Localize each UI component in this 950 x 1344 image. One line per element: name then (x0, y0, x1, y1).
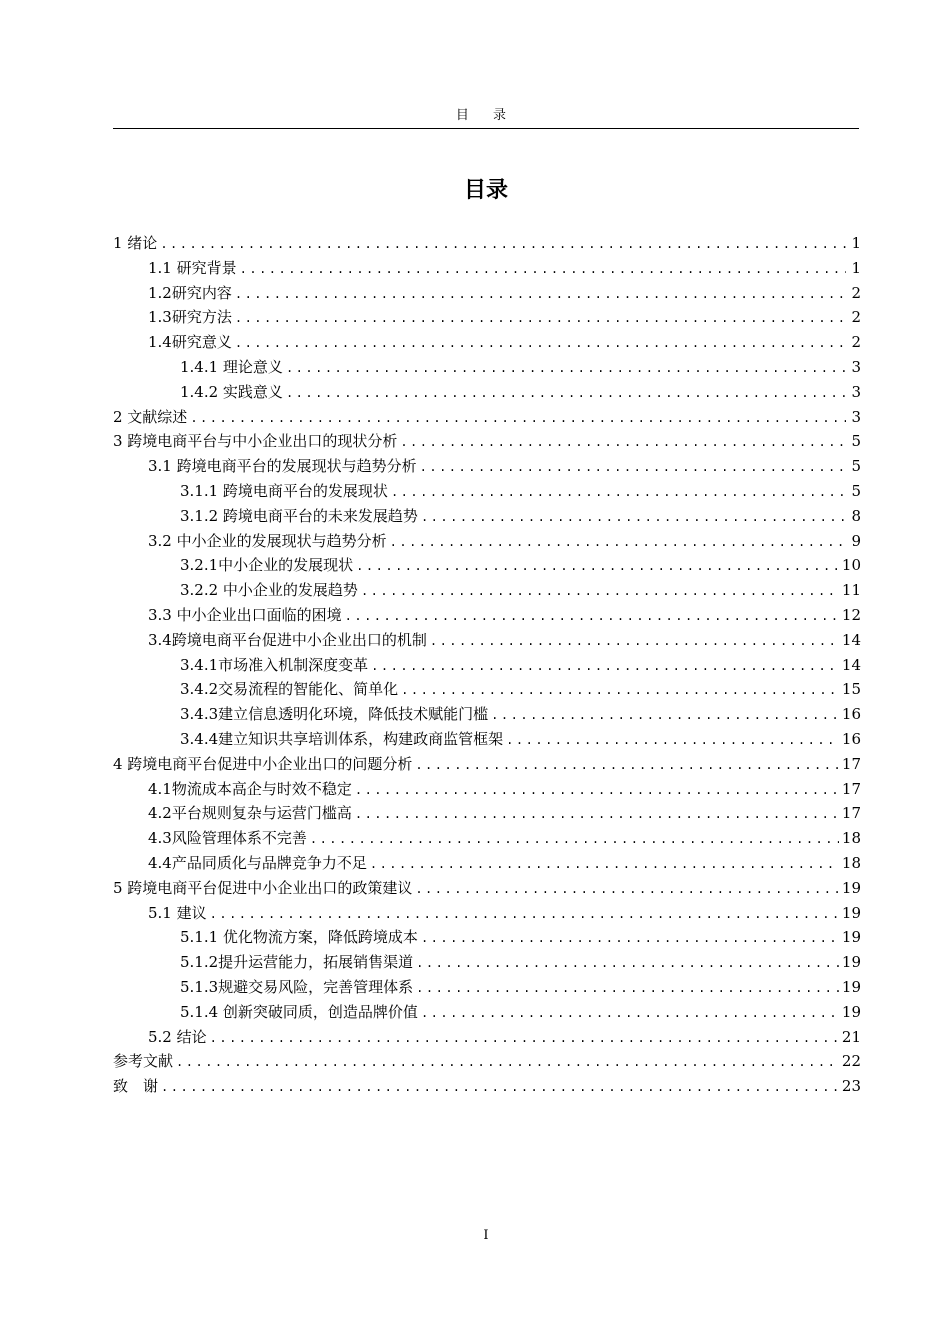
toc-dot-leader (355, 802, 839, 827)
toc-entry-page: 5 (851, 481, 861, 500)
toc-entry-page: 14 (841, 655, 861, 674)
toc-entry-label: 5.1 建议 (148, 903, 207, 922)
toc-dot-leader (491, 703, 839, 728)
toc-dot-leader (420, 455, 846, 480)
toc-entry-page: 8 (851, 506, 861, 525)
toc-entry-page: 17 (841, 754, 861, 773)
toc-entry[interactable] (113, 677, 861, 702)
toc-dot-leader (210, 902, 839, 927)
toc-entry[interactable] (113, 1025, 861, 1050)
toc-entry[interactable] (113, 405, 861, 430)
toc-entry-page: 2 (851, 308, 861, 327)
toc-entry[interactable] (113, 1074, 861, 1099)
toc-entry[interactable] (113, 578, 861, 603)
toc-entry[interactable] (113, 876, 861, 901)
toc-entry-label: 3.3 中小企业出口面临的困境 (148, 605, 342, 624)
toc-dot-leader (400, 430, 846, 455)
toc-entry-label: 4.4产品同质化与品牌竞争力不足 (148, 853, 367, 872)
toc-entry-label: 3 跨境电商平台与中小企业出口的现状分析 (113, 432, 398, 451)
toc-entry-label: 4 跨境电商平台促进中小企业出口的问题分析 (113, 754, 413, 773)
toc-entry-label: 5.1.3规避交易风险，完善管理体系 (180, 977, 414, 996)
toc-dot-leader (235, 331, 846, 356)
toc-dot-leader (176, 1050, 839, 1075)
toc-entry-page: 5 (851, 432, 861, 451)
toc-entry-page: 2 (851, 333, 861, 352)
toc-list (113, 231, 861, 1099)
toc-dot-leader (391, 480, 846, 505)
toc-dot-leader (370, 852, 839, 877)
toc-entry[interactable] (113, 752, 861, 777)
toc-entry-label: 4.3风险管理体系不完善 (148, 829, 307, 848)
toc-dot-leader (421, 505, 846, 530)
toc-entry[interactable] (113, 305, 861, 330)
toc-entry-label: 5.1.1 优化物流方案，降低跨境成本 (180, 928, 418, 947)
toc-entry[interactable] (113, 1000, 861, 1025)
toc-entry-label: 4.1物流成本高企与时效不稳定 (148, 779, 352, 798)
toc-entry[interactable] (113, 727, 861, 752)
toc-entry[interactable] (113, 429, 861, 454)
toc-entry-page: 1 (851, 234, 861, 252)
toc-entry-page: 3 (851, 357, 861, 376)
toc-entry[interactable] (113, 975, 861, 1000)
toc-entry-label: 3.4.1市场准入机制深度变革 (180, 655, 369, 674)
toc-entry-page: 12 (841, 605, 861, 624)
toc-entry-page: 3 (851, 382, 861, 401)
toc-entry-label: 5 跨境电商平台促进中小企业出口的政策建议 (113, 878, 413, 897)
toc-entry-label: 2 文献综述 (113, 407, 188, 426)
toc-entry-label: 参考文献 (113, 1052, 174, 1071)
toc-dot-leader (506, 728, 839, 753)
toc-dot-leader (371, 654, 839, 679)
toc-entry-label: 1.4.2 实践意义 (180, 382, 283, 401)
toc-entry-label: 1.2研究内容 (148, 283, 232, 302)
toc-entry-page: 16 (841, 705, 861, 724)
toc-entry-label: 5.1.2提升运营能力，拓展销售渠道 (180, 953, 414, 972)
running-header: 目 录 (455, 108, 517, 123)
toc-entry[interactable] (113, 504, 861, 529)
toc-entry-label: 3.1 跨境电商平台的发展现状与趋势分析 (148, 457, 417, 476)
toc-entry[interactable] (113, 1049, 861, 1074)
toc-entry-page: 19 (841, 953, 861, 972)
toc-dot-leader (390, 530, 846, 555)
toc-entry-label: 1.4研究意义 (148, 333, 232, 352)
toc-dot-leader (415, 877, 839, 902)
toc-entry-label: 3.4.2交易流程的智能化、简单化 (180, 680, 399, 699)
toc-entry[interactable] (113, 901, 861, 926)
toc-entry-page: 2 (851, 283, 861, 302)
toc-entry[interactable] (113, 479, 861, 504)
toc-entry-page: 21 (841, 1027, 861, 1046)
toc-entry-label: 3.2.1中小企业的发展现状 (180, 556, 354, 575)
toc-entry[interactable] (113, 529, 861, 554)
toc-entry[interactable] (113, 801, 861, 826)
toc-dot-leader (356, 554, 839, 579)
toc-dot-leader (421, 1001, 839, 1026)
toc-dot-leader (235, 306, 846, 331)
toc-dot-leader (416, 951, 839, 976)
toc-dot-leader (401, 678, 839, 703)
toc-entry[interactable] (113, 851, 861, 876)
toc-entry[interactable] (113, 256, 861, 281)
toc-entry-label: 3.4跨境电商平台促进中小企业出口的机制 (148, 630, 427, 649)
toc-entry-page: 16 (841, 729, 861, 748)
toc-entry[interactable] (113, 231, 861, 256)
toc-entry-page: 11 (841, 581, 861, 600)
toc-title: 目录 (463, 178, 508, 203)
toc-entry-label: 3.2.2 中小企业的发展趋势 (180, 581, 358, 600)
toc-entry-label: 5.1.4 创新突破同质，创造品牌价值 (180, 1002, 418, 1021)
toc-entry-label: 3.4.4建立知识共享培训体系，构建政商监管框架 (180, 729, 504, 748)
toc-entry-page: 9 (851, 531, 861, 550)
toc-entry-label: 4.2平台规则复杂与运营门槛高 (148, 804, 352, 823)
toc-entry[interactable] (113, 380, 861, 405)
toc-entry-label: 1.4.1 理论意义 (180, 357, 283, 376)
toc-entry[interactable] (113, 628, 861, 653)
toc-entry-page: 22 (841, 1052, 861, 1071)
toc-entry[interactable] (113, 925, 861, 950)
toc-dot-leader (161, 1075, 839, 1100)
toc-entry-page: 19 (841, 878, 861, 897)
toc-dot-leader (416, 976, 839, 1001)
toc-entry-label: 3.4.3建立信息透明化环境，降低技术赋能门槛 (180, 705, 489, 724)
toc-entry[interactable] (113, 653, 861, 678)
toc-dot-leader (415, 753, 839, 778)
toc-dot-leader (160, 232, 846, 257)
toc-entry-label: 致 谢 (113, 1077, 159, 1096)
toc-entry-label: 1 绪论 (113, 234, 158, 252)
toc-dot-leader (190, 406, 846, 431)
toc-entry-page: 15 (841, 680, 861, 699)
toc-entry-label: 5.2 结论 (148, 1027, 207, 1046)
toc-entry-page: 1 (851, 258, 861, 277)
toc-dot-leader (430, 629, 839, 654)
toc-dot-leader (210, 1026, 839, 1051)
toc-dot-leader (240, 257, 846, 282)
toc-entry-page: 3 (851, 407, 861, 426)
toc-entry-page: 23 (841, 1077, 861, 1096)
toc-dot-leader (286, 381, 846, 406)
toc-entry-page: 19 (841, 1002, 861, 1021)
toc-entry-label: 3.1.1 跨境电商平台的发展现状 (180, 481, 388, 500)
toc-entry-page: 14 (841, 630, 861, 649)
toc-entry[interactable] (113, 355, 861, 380)
toc-entry[interactable] (113, 702, 861, 727)
toc-entry-page: 17 (841, 804, 861, 823)
header-rule (113, 128, 859, 129)
toc-entry-page: 5 (851, 457, 861, 476)
toc-entry-page: 17 (841, 779, 861, 798)
toc-entry-label: 1.1 研究背景 (148, 258, 237, 277)
toc-entry[interactable] (113, 454, 861, 479)
toc-entry[interactable] (113, 603, 861, 628)
toc-entry[interactable] (113, 553, 861, 578)
toc-entry[interactable] (113, 777, 861, 802)
toc-dot-leader (355, 778, 839, 803)
toc-entry-page: 18 (841, 829, 861, 848)
toc-dot-leader (361, 579, 839, 604)
toc-dot-leader (421, 926, 839, 951)
toc-entry-page: 19 (841, 928, 861, 947)
toc-entry[interactable] (113, 330, 861, 355)
toc-entry[interactable] (113, 950, 861, 975)
toc-entry-label: 3.1.2 跨境电商平台的未来发展趋势 (180, 506, 418, 525)
toc-entry-page: 19 (841, 903, 861, 922)
toc-entry-page: 10 (841, 556, 861, 575)
toc-entry[interactable] (113, 281, 861, 306)
page-number: I (483, 1228, 489, 1243)
toc-entry[interactable] (113, 826, 861, 851)
toc-dot-leader (310, 827, 839, 852)
toc-entry-label: 3.2 中小企业的发展现状与趋势分析 (148, 531, 387, 550)
toc-entry-label: 1.3研究方法 (148, 308, 232, 327)
toc-dot-leader (286, 356, 846, 381)
toc-dot-leader (345, 604, 839, 629)
toc-dot-leader (235, 282, 846, 307)
toc-entry-page: 19 (841, 977, 861, 996)
toc-entry-page: 18 (841, 853, 861, 872)
